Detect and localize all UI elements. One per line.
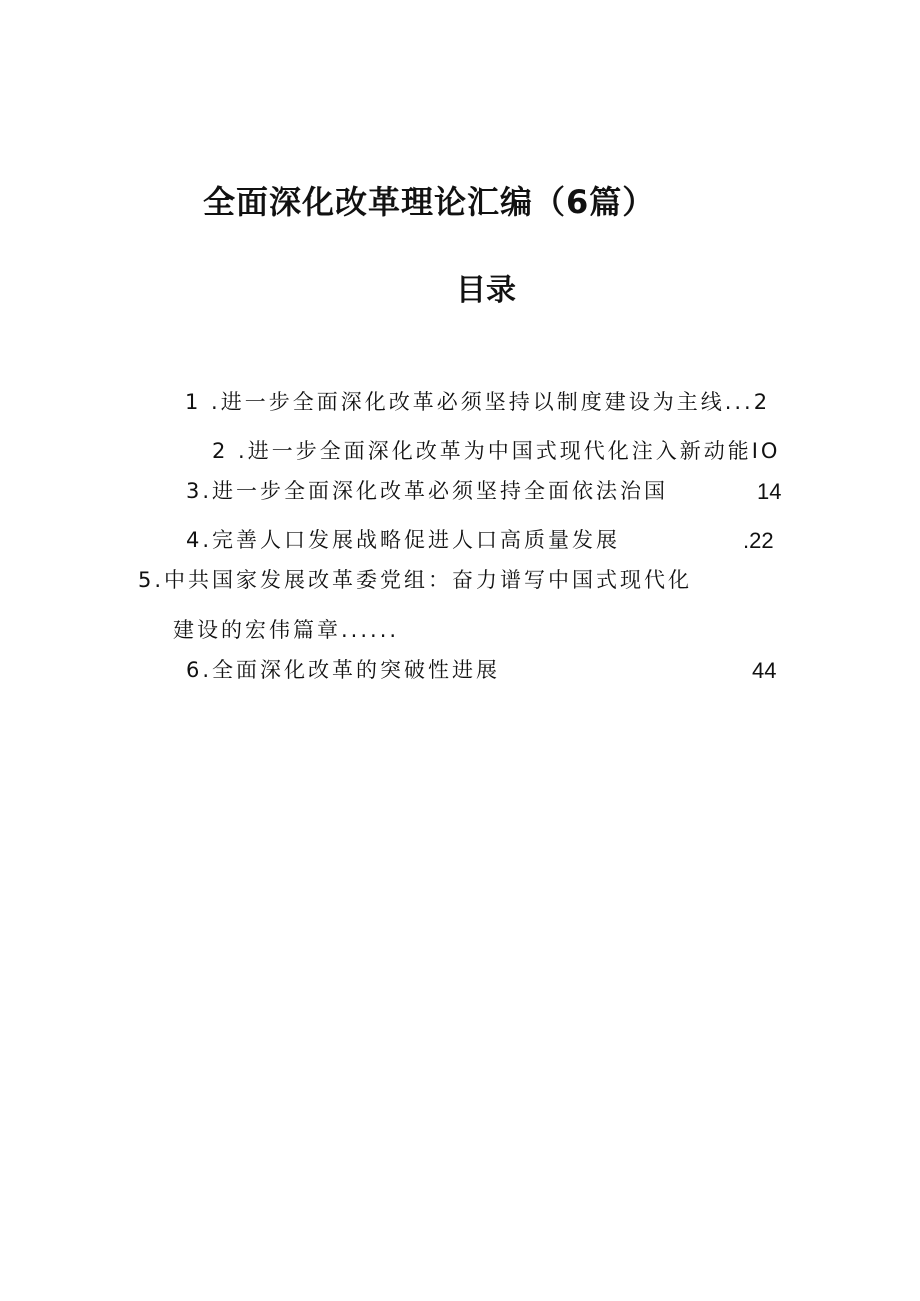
- toc-heading: 目录: [456, 273, 516, 308]
- toc-entry-5-text[interactable]: 5.中共国家发展改革委党组：奋力谱写中国式现代化: [138, 568, 693, 592]
- document-title: 全面深化改革理论汇编（6篇）: [203, 183, 656, 221]
- toc-entry-4-page: .22: [743, 528, 774, 553]
- toc-entry-5-text-continued[interactable]: 建设的宏伟篇章......: [173, 618, 400, 642]
- toc-entry-3-page: 14: [757, 479, 782, 504]
- toc-entry-1-text[interactable]: 1 .进一步全面深化改革必须坚持以制度建设为主线...2: [185, 390, 771, 414]
- toc-entry-3-text[interactable]: 3.进一步全面深化改革必须坚持全面依法治国: [186, 479, 669, 503]
- toc-entry-6-text[interactable]: 6.全面深化改革的突破性进展: [186, 658, 501, 682]
- toc-entry-4-text[interactable]: 4.完善人口发展战略促进人口高质量发展: [186, 528, 621, 552]
- toc-entry-6-page: 44: [752, 658, 777, 683]
- toc-entry-2-text[interactable]: 2 .进一步全面深化改革为中国式现代化注入新动能IO: [212, 439, 781, 463]
